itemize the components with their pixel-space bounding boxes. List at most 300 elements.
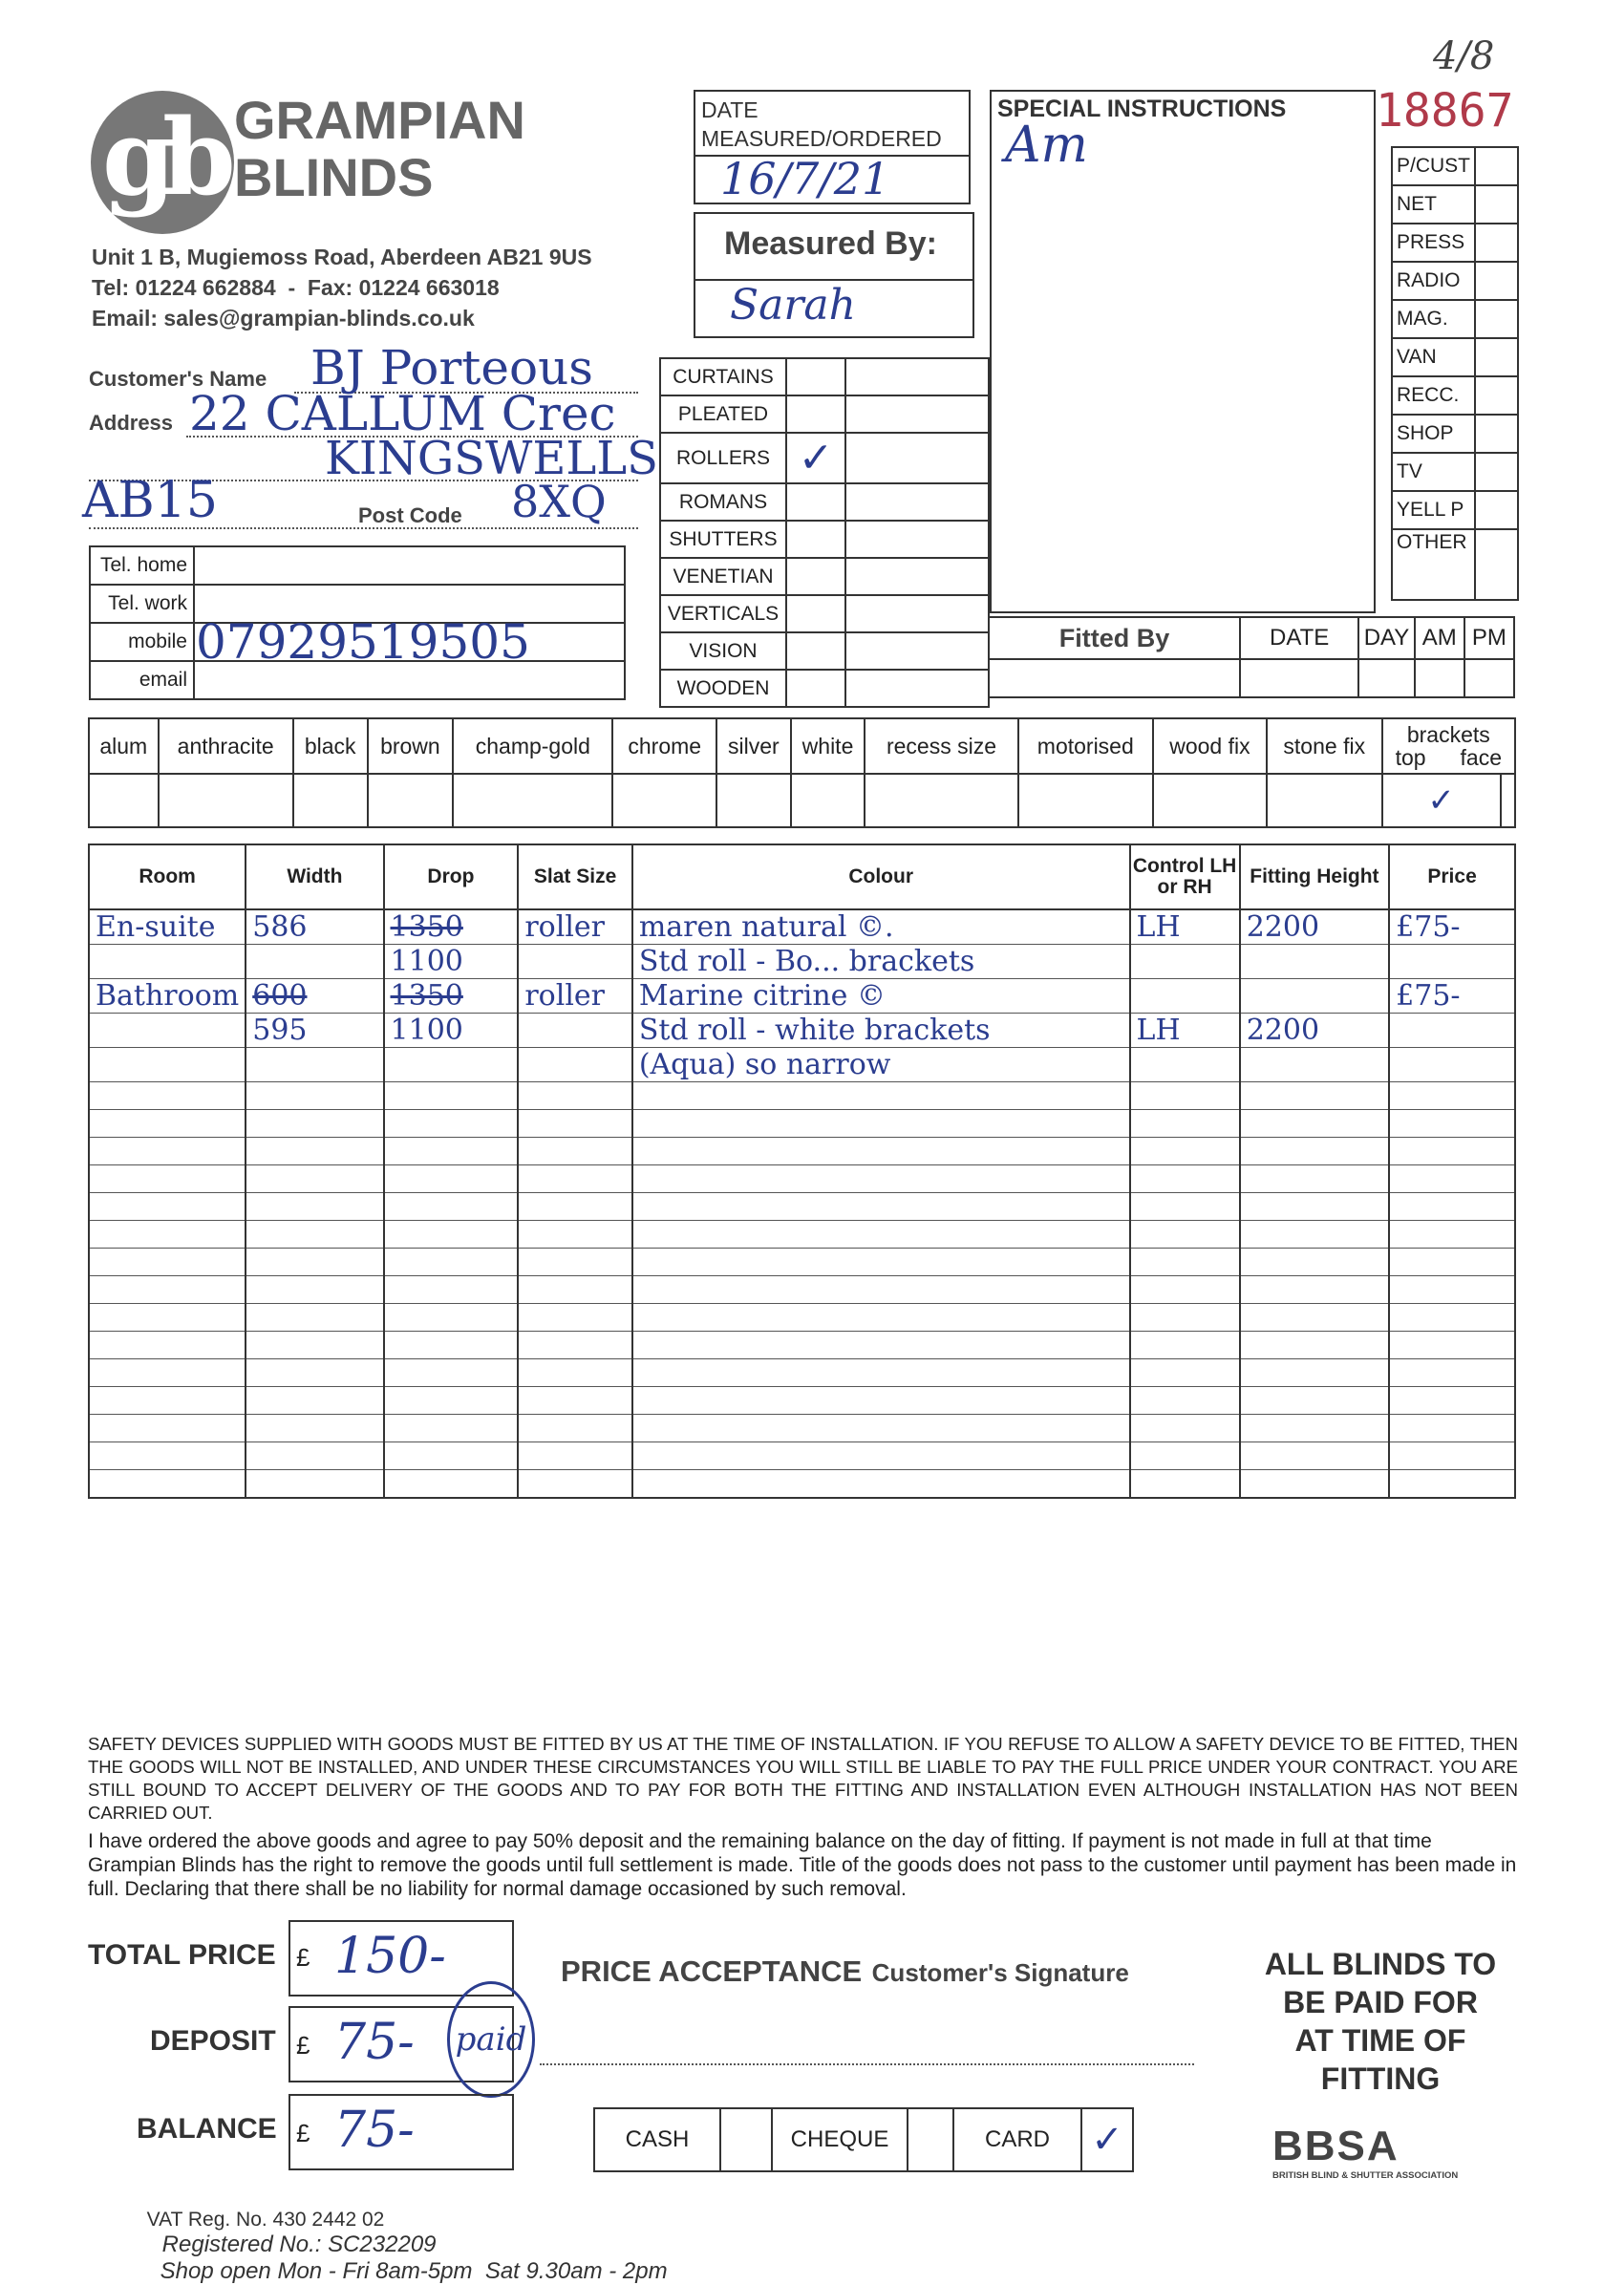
source-checkbox[interactable] [1475, 300, 1518, 338]
fitted-date-label: DATE [1240, 617, 1358, 659]
order-cell[interactable] [1389, 1165, 1515, 1193]
order-cell[interactable] [246, 1442, 383, 1470]
order-cell[interactable] [1240, 1082, 1389, 1110]
order-row [89, 1442, 1515, 1470]
option-cell[interactable] [865, 774, 1017, 827]
order-cell[interactable] [632, 1193, 1130, 1221]
order-cell[interactable] [518, 1014, 631, 1048]
order-cell[interactable] [1130, 1276, 1240, 1304]
order-cell[interactable] [632, 1249, 1130, 1276]
order-cell[interactable] [89, 1138, 246, 1165]
option-cell[interactable] [453, 774, 612, 827]
order-cell[interactable] [1130, 1165, 1240, 1193]
blind-type-label: VISION [660, 632, 786, 670]
source-checkbox[interactable] [1475, 376, 1518, 415]
order-cell[interactable]: £75- [1389, 909, 1515, 945]
order-cell[interactable] [89, 1048, 246, 1082]
order-cell[interactable] [246, 1110, 383, 1138]
fitted-day-field[interactable] [1358, 659, 1414, 697]
order-cell[interactable] [1389, 1048, 1515, 1082]
option-cell[interactable] [1267, 774, 1382, 827]
order-cell[interactable] [632, 1387, 1130, 1415]
order-cell[interactable] [1130, 1193, 1240, 1221]
measured-by-box [694, 212, 974, 338]
order-column-header: Width [246, 844, 383, 909]
shop-hours: Shop open Mon - Fri 8am-5pm Sat 9.30am - 2pm [160, 2258, 668, 2284]
order-cell[interactable] [1130, 1359, 1240, 1387]
order-cell[interactable] [89, 945, 246, 979]
brackets-top-check[interactable]: ✓ [1382, 774, 1501, 827]
order-cell[interactable] [246, 1470, 383, 1499]
blind-type-label: WOODEN [660, 670, 786, 707]
order-cell[interactable] [246, 1415, 383, 1442]
order-cell[interactable] [1389, 1110, 1515, 1138]
order-cell[interactable] [1389, 1221, 1515, 1249]
blind-type-checkbox[interactable] [786, 395, 845, 433]
option-cell[interactable] [368, 774, 454, 827]
order-cell[interactable] [1240, 945, 1389, 979]
order-cell[interactable] [1240, 1276, 1389, 1304]
order-cell[interactable]: 595 [246, 1014, 383, 1048]
source-row [1392, 491, 1518, 529]
order-cell[interactable] [518, 1442, 631, 1470]
order-cell[interactable]: (Aqua) so narrow [632, 1048, 1130, 1082]
brackets-top-label: top [1395, 745, 1426, 770]
order-cell[interactable]: 1350 [384, 909, 519, 945]
order-cell[interactable] [384, 1082, 519, 1110]
total-currency: £ [296, 1943, 310, 1972]
source-checkbox[interactable] [1475, 415, 1518, 453]
blind-type-row [660, 521, 989, 558]
company-email: Email: sales@grampian-blinds.co.uk [92, 306, 475, 331]
order-cell[interactable]: Marine citrine © [632, 979, 1130, 1014]
order-cell[interactable] [384, 1332, 519, 1359]
order-cell[interactable] [1130, 1387, 1240, 1415]
order-cell[interactable] [632, 1470, 1130, 1499]
option-header: white [791, 718, 865, 774]
order-cell[interactable] [1240, 1304, 1389, 1332]
option-header: anthracite [159, 718, 293, 774]
order-row [89, 979, 1515, 1014]
blind-type-checklist [659, 357, 990, 708]
order-column-header: Drop [384, 844, 519, 909]
total-price-value[interactable]: 150- [334, 1928, 446, 1985]
order-column-header: Colour [632, 844, 1130, 909]
order-cell[interactable] [632, 1442, 1130, 1470]
order-cell[interactable]: 2200 [1240, 909, 1389, 945]
order-cell[interactable] [246, 1332, 383, 1359]
order-cell[interactable] [1130, 1332, 1240, 1359]
order-cell[interactable] [246, 1359, 383, 1387]
order-cell[interactable]: 1100 [384, 945, 519, 979]
source-checkbox[interactable] [1475, 453, 1518, 491]
option-cell[interactable] [89, 774, 159, 827]
order-cell[interactable] [1240, 1359, 1389, 1387]
fitted-am-label: AM [1415, 617, 1464, 659]
order-cell[interactable] [1130, 945, 1240, 979]
customer-name-label: Customer's Name [89, 367, 267, 391]
order-cell[interactable]: 1350 [384, 979, 519, 1014]
order-cell[interactable] [384, 1048, 519, 1082]
order-cell[interactable] [1389, 945, 1515, 979]
address-line2[interactable]: KINGSWELLS [325, 432, 659, 485]
order-cell[interactable]: 2200 [1240, 1014, 1389, 1048]
order-cell[interactable] [1389, 1082, 1515, 1110]
order-cell[interactable] [1240, 1332, 1389, 1359]
order-cell[interactable] [384, 1304, 519, 1332]
order-cell[interactable] [89, 1415, 246, 1442]
order-cell[interactable] [632, 1415, 1130, 1442]
order-cell[interactable] [1389, 1415, 1515, 1442]
order-cell[interactable] [518, 1165, 631, 1193]
blind-type-label: PLEATED [660, 395, 786, 433]
order-row [89, 1415, 1515, 1442]
order-cell[interactable] [1240, 1221, 1389, 1249]
date-value[interactable]: 16/7/21 [720, 153, 890, 204]
logo [91, 86, 540, 229]
blind-type-notes[interactable] [845, 632, 989, 670]
postcode-part1[interactable]: AB15 [82, 472, 218, 529]
safety-notice: SAFETY DEVICES SUPPLIED WITH GOODS MUST BE FITTED BY US AT THE TIME OF INSTALLATION. IF YOU REFUSE TO ALLOW A SAFETY DEVICE TO BE FITTED, THEN THE GOODS WILL NOT BE INSTALLED, AND UNDER THESE CIRCUMSTANCES YOU WILL STILL BE LIABLE TO PAY THE FULL PRICE UNDER YOUR CONTRACT. YOU ARE STILL BOUND TO ACCEPT DELIVERY OF THE GOODS AND TO PAY FOR BOTH THE FITTING AND INSTALLATION EVEN ALTHOUGH INSTALLATION HAS NOT BEEN CARRIED OUT. [88, 1734, 1518, 1823]
blind-type-notes[interactable] [845, 483, 989, 521]
fitted-by-table [988, 616, 1515, 698]
registered-number: Registered No.: SC232209 [161, 2232, 437, 2257]
order-cell[interactable]: 1100 [384, 1014, 519, 1048]
order-cell[interactable] [246, 1387, 383, 1415]
option-cell[interactable] [159, 774, 293, 827]
order-cell[interactable] [246, 1221, 383, 1249]
source-checklist [1391, 146, 1519, 601]
measured-by-value[interactable]: Sarah [730, 281, 856, 330]
order-cell[interactable] [518, 1276, 631, 1304]
deposit-paid-note: paid [447, 1981, 535, 2098]
order-cell[interactable] [89, 1165, 246, 1193]
option-cell[interactable] [791, 774, 865, 827]
source-label: NET [1392, 185, 1475, 224]
contact-value[interactable]: 07929519505 [194, 623, 625, 661]
order-cell[interactable] [246, 1249, 383, 1276]
contact-label: Tel. home [90, 546, 194, 585]
company-name-line2: BLINDS [234, 147, 434, 207]
order-cell[interactable] [1130, 1304, 1240, 1332]
order-cell[interactable] [1389, 1276, 1515, 1304]
balance-value[interactable]: 75- [334, 2102, 415, 2159]
payment-method-table [593, 2107, 1134, 2172]
order-cell[interactable] [1389, 1014, 1515, 1048]
company-phone: Tel: 01224 662884 - Fax: 01224 663018 [92, 275, 500, 300]
order-cell[interactable] [632, 1276, 1130, 1304]
deposit-value[interactable]: 75- [334, 2014, 415, 2071]
brackets-label: brackets [1406, 722, 1490, 747]
fitted-pm-field[interactable] [1464, 659, 1514, 697]
blind-type-row [660, 483, 989, 521]
order-cell[interactable] [1240, 1249, 1389, 1276]
source-row [1392, 529, 1518, 600]
order-cell[interactable] [246, 1165, 383, 1193]
contact-label: mobile [90, 623, 194, 661]
order-cell[interactable]: roller [518, 979, 631, 1014]
order-cell[interactable] [89, 1470, 246, 1499]
corner-note: 4/8 [1433, 34, 1495, 78]
order-cell[interactable] [384, 1110, 519, 1138]
contact-value[interactable] [194, 546, 625, 585]
order-row [89, 1249, 1515, 1276]
source-label: RADIO [1392, 262, 1475, 300]
options-grid [88, 717, 1516, 828]
special-instructions-value[interactable]: Am [1005, 117, 1088, 174]
order-cell[interactable]: LH [1130, 1014, 1240, 1048]
source-checkbox[interactable] [1475, 262, 1518, 300]
order-cell[interactable] [632, 1221, 1130, 1249]
source-label: PRESS [1392, 224, 1475, 262]
order-cell[interactable] [89, 1221, 246, 1249]
brackets-face-check[interactable] [1501, 774, 1515, 827]
blind-type-label: ROLLERS [660, 433, 786, 483]
order-cell[interactable] [384, 1415, 519, 1442]
order-cell[interactable] [518, 1048, 631, 1082]
order-cell[interactable] [89, 1110, 246, 1138]
order-cell[interactable] [1130, 1221, 1240, 1249]
order-cell[interactable] [89, 1442, 246, 1470]
option-header: champ-gold [453, 718, 612, 774]
signature-label: Customer's Signature [871, 1958, 1129, 1987]
order-cell[interactable] [1240, 1193, 1389, 1221]
option-header: stone fix [1267, 718, 1382, 774]
option-cell[interactable] [612, 774, 716, 827]
order-cell[interactable] [1130, 1249, 1240, 1276]
order-cell[interactable]: maren natural ©. [632, 909, 1130, 945]
source-label: VAN [1392, 338, 1475, 376]
customer-name[interactable]: BJ Porteous [310, 340, 593, 395]
order-cell[interactable] [518, 1221, 631, 1249]
order-cell[interactable] [1130, 1415, 1240, 1442]
order-cell[interactable] [89, 1359, 246, 1387]
order-cell[interactable]: 600 [246, 979, 383, 1014]
order-cell[interactable] [1240, 1442, 1389, 1470]
order-cell[interactable] [246, 945, 383, 979]
order-cell[interactable] [246, 1193, 383, 1221]
order-cell[interactable] [384, 1193, 519, 1221]
payment-notice-line4: FITTING [1320, 2061, 1441, 2096]
order-cell[interactable] [89, 1387, 246, 1415]
order-cell[interactable] [1389, 1332, 1515, 1359]
source-row [1392, 147, 1518, 185]
blind-type-checkbox[interactable] [786, 521, 845, 558]
order-cell[interactable] [384, 1276, 519, 1304]
blind-type-checkbox[interactable] [786, 358, 845, 395]
order-cell[interactable] [89, 1332, 246, 1359]
blind-type-checkbox[interactable] [786, 483, 845, 521]
blind-type-notes[interactable] [845, 558, 989, 595]
order-cell[interactable] [1389, 1359, 1515, 1387]
order-cell[interactable] [1389, 1138, 1515, 1165]
order-cell[interactable] [518, 1249, 631, 1276]
postcode-part2[interactable]: 8XQ [511, 476, 607, 527]
source-row [1392, 415, 1518, 453]
order-cell[interactable] [246, 1138, 383, 1165]
order-cell[interactable] [518, 1470, 631, 1499]
order-cell[interactable] [518, 1387, 631, 1415]
order-cell[interactable] [384, 1249, 519, 1276]
order-cell[interactable] [518, 1138, 631, 1165]
blind-type-label: CURTAINS [660, 358, 786, 395]
order-cell[interactable] [89, 1249, 246, 1276]
blind-type-checkbox[interactable] [786, 670, 845, 707]
order-cell[interactable] [89, 1276, 246, 1304]
blind-type-checkbox[interactable]: ✓ [786, 433, 845, 483]
order-cell[interactable] [384, 1138, 519, 1165]
blind-type-notes[interactable] [845, 670, 989, 707]
contact-label: email [90, 661, 194, 699]
order-row [89, 1221, 1515, 1249]
order-cell[interactable] [384, 1165, 519, 1193]
order-cell[interactable] [1130, 1110, 1240, 1138]
order-cell[interactable] [89, 1304, 246, 1332]
source-checkbox[interactable] [1475, 529, 1518, 600]
order-cell[interactable] [384, 1359, 519, 1387]
order-cell[interactable] [1389, 1442, 1515, 1470]
source-checkbox[interactable] [1475, 491, 1518, 529]
order-cell[interactable] [384, 1387, 519, 1415]
order-cell[interactable] [1240, 1470, 1389, 1499]
order-cell[interactable] [1240, 1415, 1389, 1442]
order-cell[interactable] [632, 1082, 1130, 1110]
order-cell[interactable] [1389, 1387, 1515, 1415]
order-cell[interactable] [384, 1442, 519, 1470]
blind-type-notes[interactable] [845, 433, 989, 483]
order-cell[interactable]: En-suite [89, 909, 246, 945]
order-cell[interactable] [1130, 1082, 1240, 1110]
order-cell[interactable] [632, 1138, 1130, 1165]
signature-line[interactable] [540, 2063, 1194, 2065]
address-label: Address [89, 411, 174, 435]
fitted-by-field[interactable] [989, 659, 1240, 697]
order-cell[interactable] [1130, 1442, 1240, 1470]
option-cell[interactable] [716, 774, 791, 827]
order-cell[interactable]: Bathroom [89, 979, 246, 1014]
order-cell[interactable] [1240, 1165, 1389, 1193]
option-header: silver [716, 718, 791, 774]
fitted-am-field[interactable] [1415, 659, 1464, 697]
source-checkbox[interactable] [1475, 147, 1518, 185]
order-cell[interactable] [518, 1193, 631, 1221]
date-label-line1: DATE [701, 97, 759, 122]
fitted-date-field[interactable] [1240, 659, 1358, 697]
order-cell[interactable] [632, 1110, 1130, 1138]
cheque-check[interactable] [908, 2108, 953, 2171]
order-cell[interactable] [1240, 1387, 1389, 1415]
order-cell[interactable] [518, 1332, 631, 1359]
vat-number: VAT Reg. No. 430 2442 02 [146, 2209, 385, 2231]
order-cell[interactable] [1240, 1110, 1389, 1138]
blind-type-checkbox[interactable] [786, 595, 845, 632]
order-cell[interactable] [518, 1304, 631, 1332]
order-cell[interactable] [246, 1082, 383, 1110]
order-cell[interactable] [1240, 979, 1389, 1014]
order-cell[interactable] [632, 1332, 1130, 1359]
order-row [89, 1193, 1515, 1221]
order-cell[interactable] [89, 1014, 246, 1048]
card-check[interactable]: ✓ [1081, 2108, 1133, 2171]
option-header: black [293, 718, 368, 774]
order-cell[interactable] [518, 945, 631, 979]
option-header: alum [89, 718, 159, 774]
order-column-header: Control LH or RH [1130, 844, 1240, 909]
cash-check[interactable] [720, 2108, 772, 2171]
order-cell[interactable] [384, 1221, 519, 1249]
order-cell[interactable] [384, 1470, 519, 1499]
order-cell[interactable] [1130, 979, 1240, 1014]
order-cell[interactable] [632, 1165, 1130, 1193]
blind-type-notes[interactable] [845, 521, 989, 558]
order-row [89, 1387, 1515, 1415]
order-cell[interactable] [1130, 1470, 1240, 1499]
blind-type-checkbox[interactable] [786, 632, 845, 670]
order-cell[interactable] [246, 1048, 383, 1082]
order-cell[interactable] [89, 1193, 246, 1221]
order-cell[interactable] [1389, 1249, 1515, 1276]
order-cell[interactable] [518, 1082, 631, 1110]
blind-type-label: ROMANS [660, 483, 786, 521]
source-checkbox[interactable] [1475, 185, 1518, 224]
order-row [89, 1138, 1515, 1165]
order-cell[interactable] [1240, 1138, 1389, 1165]
source-checkbox[interactable] [1475, 338, 1518, 376]
order-cell[interactable] [632, 1359, 1130, 1387]
company-name-line1: GRAMPIAN [234, 90, 525, 150]
order-row [89, 1470, 1515, 1499]
order-cell[interactable]: Std roll - white brackets [632, 1014, 1130, 1048]
blind-type-notes[interactable] [845, 395, 989, 433]
order-cell[interactable] [246, 1304, 383, 1332]
option-cell[interactable] [293, 774, 368, 827]
order-cell[interactable]: Std roll - Bo... brackets [632, 945, 1130, 979]
order-cell[interactable] [1389, 1470, 1515, 1499]
order-cell[interactable]: roller [518, 909, 631, 945]
order-cell[interactable] [246, 1276, 383, 1304]
order-table [88, 844, 1516, 1499]
order-cell[interactable] [1130, 1048, 1240, 1082]
order-cell[interactable]: LH [1130, 909, 1240, 945]
order-column-header: Slat Size [518, 844, 631, 909]
option-header: chrome [612, 718, 716, 774]
option-cell[interactable] [1153, 774, 1267, 827]
order-cell[interactable] [518, 1359, 631, 1387]
order-cell[interactable] [1389, 1304, 1515, 1332]
source-checkbox[interactable] [1475, 224, 1518, 262]
blind-type-label: SHUTTERS [660, 521, 786, 558]
blind-type-checkbox[interactable] [786, 558, 845, 595]
blind-type-notes[interactable] [845, 358, 989, 395]
order-cell[interactable] [1130, 1138, 1240, 1165]
order-cell[interactable] [89, 1082, 246, 1110]
option-cell[interactable] [1018, 774, 1153, 827]
address-line1[interactable]: 22 CALLUM Crec [189, 386, 616, 441]
fitted-day-label: DAY [1358, 617, 1414, 659]
source-label: MAG. [1392, 300, 1475, 338]
order-cell[interactable] [518, 1110, 631, 1138]
order-row [89, 909, 1515, 945]
order-cell[interactable] [518, 1415, 631, 1442]
order-cell[interactable] [632, 1304, 1130, 1332]
order-cell[interactable]: £75- [1389, 979, 1515, 1014]
payment-notice [1232, 1945, 1528, 2098]
order-cell[interactable] [1389, 1193, 1515, 1221]
order-cell[interactable]: 586 [246, 909, 383, 945]
price-acceptance-label: PRICE ACCEPTANCE [561, 1954, 863, 1988]
blind-type-notes[interactable] [845, 595, 989, 632]
order-cell[interactable] [1240, 1048, 1389, 1082]
